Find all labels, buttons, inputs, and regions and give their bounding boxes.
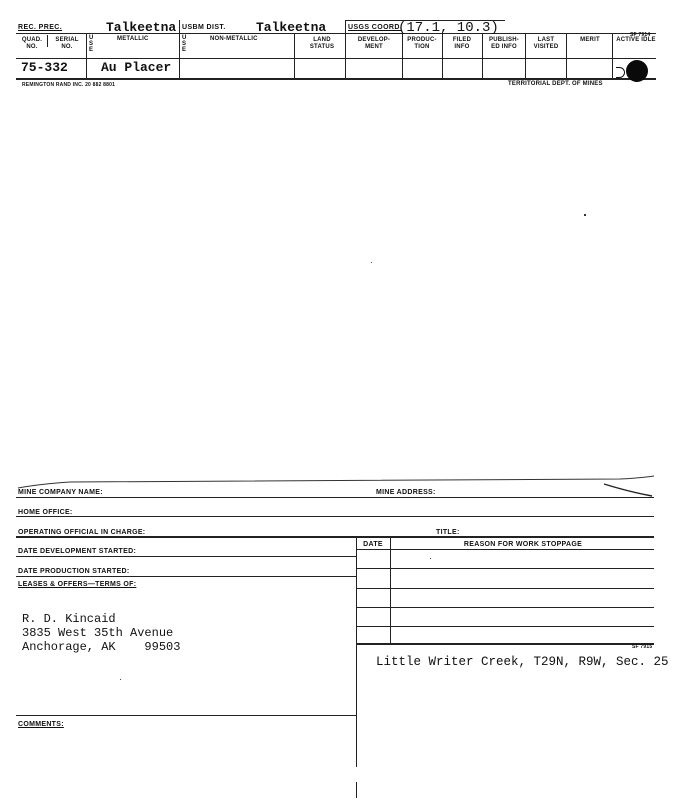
serial-no-header: SERIAL NO.	[55, 37, 79, 50]
filed-info-header: FILED INFO	[452, 37, 472, 50]
mine-company-name-label: MINE COMPANY NAME:	[18, 489, 103, 496]
rule	[16, 715, 356, 716]
location-text: Little Writer Creek, T29N, R9W, Sec. 25	[376, 655, 669, 669]
rule	[356, 643, 654, 645]
reason-column-header: REASON FOR WORK STOPPAGE	[463, 541, 583, 548]
rule	[16, 516, 654, 517]
divider	[356, 537, 357, 767]
date-column-header: DATE	[363, 541, 383, 548]
divider	[525, 33, 526, 78]
address-line: R. D. Kincaid	[22, 612, 116, 626]
divider	[482, 33, 483, 78]
usbm-dist-label: USBM DIST.	[182, 24, 226, 31]
home-office-label: HOME OFFICE:	[18, 509, 73, 516]
rule	[16, 556, 356, 557]
speck	[430, 558, 431, 559]
divider	[345, 20, 346, 78]
date-production-started-label: DATE PRODUCTION STARTED:	[18, 568, 130, 575]
non-metallic-header: NON-METALLIC	[210, 36, 258, 42]
quad-no-header: QUAD. NO.	[21, 37, 43, 50]
active-indicator-icon	[626, 60, 648, 82]
rule	[356, 607, 654, 608]
operating-official-label: OPERATING OFFICIAL IN CHARGE:	[18, 529, 146, 536]
rule	[356, 568, 654, 569]
divider	[442, 33, 443, 78]
rule	[356, 626, 654, 627]
usbm-dist-value: Talkeetna	[256, 20, 327, 35]
divider	[356, 782, 357, 798]
use-header-a: U S E	[89, 35, 94, 53]
divider	[566, 33, 567, 78]
title-label: TITLE:	[436, 529, 460, 536]
divider	[294, 33, 295, 78]
divider	[390, 537, 391, 643]
rule	[16, 497, 654, 498]
divider	[402, 33, 403, 78]
use-header-b: U S E	[182, 35, 187, 53]
speck	[371, 262, 372, 263]
lessee-address	[22, 612, 180, 654]
rule	[16, 58, 656, 59]
usgs-coord-value: (17.1, 10.3)	[398, 20, 499, 36]
address-line: Anchorage, AK 99503	[22, 640, 181, 654]
rule	[16, 536, 654, 538]
comments-label: COMMENTS:	[18, 721, 64, 728]
quad-serial-value: 75-332	[21, 60, 68, 75]
metallic-value: Au Placer	[101, 60, 172, 75]
active-idle-header: ACTIVE IDLE	[616, 37, 656, 43]
department-imprint: TERRITORIAL DEPT. OF MINES	[508, 81, 603, 87]
mine-address-label: MINE ADDRESS:	[376, 489, 436, 496]
address-line: 3835 West 35th Avenue	[22, 626, 174, 640]
metallic-header: METALLIC	[117, 36, 149, 42]
idle-indicator-icon	[616, 67, 625, 78]
rule	[356, 588, 654, 589]
land-status-header: LAND STATUS	[309, 37, 335, 50]
leases-label: LEASES & OFFERS—TERMS OF:	[18, 581, 137, 588]
last-visited-header: LAST VISITED	[533, 37, 559, 50]
divider	[47, 35, 48, 47]
rec-prec-value: Talkeetna	[106, 20, 177, 35]
printer-imprint: REMINGTON RAND INC. 20 882 8801	[22, 82, 116, 88]
rule	[16, 78, 656, 80]
usgs-coord-label: USGS COORD.	[348, 24, 403, 31]
divider	[86, 33, 87, 78]
form-number: SF 7914	[630, 32, 651, 38]
rule	[356, 549, 654, 550]
speck	[120, 679, 121, 680]
form-number-lower: SF 7915	[632, 644, 653, 650]
divider	[179, 20, 180, 78]
development-header: DEVELOP- MENT	[357, 37, 391, 50]
rec-prec-label: REC. PREC.	[18, 24, 63, 31]
speck	[584, 214, 586, 216]
published-info-header: PUBLISH- ED INFO	[489, 37, 519, 50]
divider	[612, 33, 613, 78]
production-header: PRODUC- TION	[407, 37, 437, 50]
date-development-started-label: DATE DEVELOPMENT STARTED:	[18, 548, 137, 555]
rule	[16, 576, 356, 577]
merit-header: MERIT	[580, 37, 600, 43]
